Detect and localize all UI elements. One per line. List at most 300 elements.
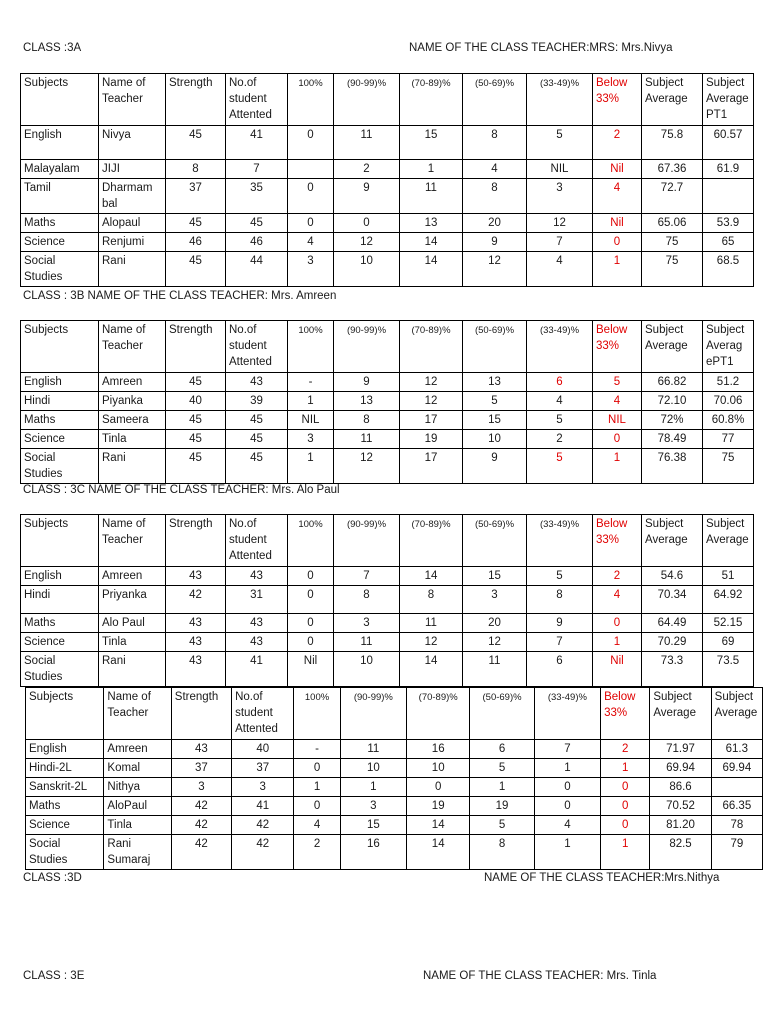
cell-below-33: 5 — [593, 373, 642, 392]
header-pct-100: 100% — [288, 74, 334, 126]
cell-pct-100: 0 — [288, 126, 334, 160]
class-3d-table — [25, 687, 763, 870]
cell-subject-average: 72.7 — [642, 179, 703, 214]
cell-pct-70-89: 14 — [407, 816, 470, 835]
cell-strength: 46 — [166, 233, 226, 252]
cell-pct-90-99: 3 — [334, 614, 400, 633]
cell-subjects: Tamil — [21, 179, 99, 214]
cell-subject-average: 72% — [642, 411, 703, 430]
cell-students-attended: 42 — [232, 816, 294, 835]
cell-pct-100: Nil — [288, 652, 334, 687]
cell-pct-70-89: 19 — [400, 430, 463, 449]
cell-teacher-name: Nithya — [104, 778, 171, 797]
table-row — [21, 586, 754, 614]
table-row — [26, 759, 763, 778]
cell-below-33: 1 — [601, 759, 650, 778]
cell-students-attended: 43 — [226, 633, 288, 652]
cell-pct-50-69: 13 — [463, 373, 527, 392]
header-students-attended: No.of student Attented — [226, 515, 288, 567]
cell-pct-90-99: 15 — [340, 816, 406, 835]
cell-subject-average: 72.10 — [642, 392, 703, 411]
cell-students-attended: 41 — [226, 126, 288, 160]
cell-students-attended: 3 — [232, 778, 294, 797]
cell-below-33: 0 — [593, 233, 642, 252]
header-students-attended: No.of student Attented — [232, 688, 294, 740]
cell-pct-70-89: 14 — [400, 567, 463, 586]
cell-teacher-name: Alo Paul — [99, 614, 166, 633]
header-pct-50-69: (50-69)% — [463, 74, 527, 126]
cell-strength: 45 — [166, 126, 226, 160]
cell-pct-90-99: 10 — [334, 252, 400, 287]
cell-subject-average: 71.97 — [650, 740, 711, 759]
cell-subject-average: 81.20 — [650, 816, 711, 835]
cell-pct-70-89: 14 — [400, 233, 463, 252]
cell-subject-average-pt1: 77 — [703, 430, 754, 449]
cell-below-33: 2 — [593, 126, 642, 160]
header-strength: Strength — [171, 688, 231, 740]
cell-below-33: 1 — [601, 835, 650, 870]
cell-subjects: Science — [21, 633, 99, 652]
cell-pct-50-69: 10 — [463, 430, 527, 449]
header-pct-100: 100% — [288, 515, 334, 567]
table-row — [21, 430, 754, 449]
cell-pct-33-49: 5 — [527, 126, 593, 160]
cell-pct-33-49: 7 — [534, 740, 600, 759]
header-strength: Strength — [166, 321, 226, 373]
cell-pct-70-89: 12 — [400, 392, 463, 411]
cell-teacher-name: Tinla — [99, 633, 166, 652]
header-pct-50-69: (50-69)% — [463, 321, 527, 373]
cell-subject-average: 70.52 — [650, 797, 711, 816]
header-subject-average-pt1: Subject Average PT1 — [703, 74, 754, 126]
cell-subject-average: 67.36 — [642, 160, 703, 179]
table-header-row — [21, 74, 754, 126]
cell-pct-50-69: 11 — [463, 652, 527, 687]
cell-students-attended: 42 — [232, 835, 294, 870]
cell-pct-100: - — [294, 740, 340, 759]
cell-subjects: English — [21, 126, 99, 160]
cell-strength: 42 — [171, 835, 231, 870]
cell-subject-average-pt1: 60.57 — [703, 126, 754, 160]
cell-subject-average-pt1: 78 — [711, 816, 762, 835]
table-row — [21, 567, 754, 586]
table-row — [26, 816, 763, 835]
cell-pct-90-99: 8 — [334, 586, 400, 614]
cell-strength: 37 — [166, 179, 226, 214]
cell-pct-33-49: 4 — [534, 816, 600, 835]
cell-pct-33-49: 7 — [527, 633, 593, 652]
cell-below-33: 4 — [593, 392, 642, 411]
cell-subject-average-pt1 — [703, 179, 754, 214]
header-pct-50-69: (50-69)% — [463, 515, 527, 567]
cell-subjects: Maths — [21, 614, 99, 633]
cell-subject-average-pt1: 73.5 — [703, 652, 754, 687]
cell-pct-100: 0 — [288, 586, 334, 614]
cell-students-attended: 45 — [226, 449, 288, 484]
cell-students-attended: 43 — [226, 614, 288, 633]
header-subject-average-pt1: Subject Average — [703, 515, 754, 567]
cell-subjects: Science — [21, 430, 99, 449]
cell-below-33: 4 — [593, 586, 642, 614]
cell-pct-90-99: 12 — [334, 449, 400, 484]
cell-students-attended: 43 — [226, 373, 288, 392]
cell-pct-100: 2 — [294, 835, 340, 870]
cell-strength: 37 — [171, 759, 231, 778]
cell-strength: 42 — [166, 586, 226, 614]
cell-strength: 43 — [166, 652, 226, 687]
cell-pct-33-49: 6 — [527, 373, 593, 392]
cell-pct-70-89: 17 — [400, 449, 463, 484]
cell-pct-33-49: 1 — [534, 759, 600, 778]
cell-subject-average: 70.34 — [642, 586, 703, 614]
cell-students-attended: 41 — [226, 652, 288, 687]
cell-subject-average-pt1: 79 — [711, 835, 762, 870]
cell-subjects: Hindi — [21, 586, 99, 614]
cell-pct-50-69: 12 — [463, 633, 527, 652]
cell-teacher-name: Komal — [104, 759, 171, 778]
cell-subjects: English — [21, 373, 99, 392]
class-3e-label: CLASS : 3E — [23, 970, 85, 982]
cell-pct-33-49: 12 — [527, 214, 593, 233]
cell-pct-50-69: 8 — [470, 835, 534, 870]
cell-pct-33-49: 4 — [527, 392, 593, 411]
cell-pct-100: 4 — [288, 233, 334, 252]
cell-subject-average-pt1: 60.8% — [703, 411, 754, 430]
cell-pct-50-69: 20 — [463, 614, 527, 633]
header-subject-average: Subject Average — [642, 515, 703, 567]
cell-pct-100: 4 — [294, 816, 340, 835]
cell-pct-70-89: 8 — [400, 586, 463, 614]
header-pct-33-49: (33-49)% — [534, 688, 600, 740]
cell-subject-average-pt1: 51.2 — [703, 373, 754, 392]
header-pct-70-89: (70-89)% — [400, 74, 463, 126]
cell-subjects: English — [21, 567, 99, 586]
cell-pct-90-99: 7 — [334, 567, 400, 586]
cell-teacher-name: Alopaul — [99, 214, 166, 233]
cell-pct-70-89: 14 — [407, 835, 470, 870]
cell-subject-average-pt1: 53.9 — [703, 214, 754, 233]
header-students-attended: No.of student Attented — [226, 321, 288, 373]
cell-teacher-name: AloPaul — [104, 797, 171, 816]
cell-strength: 8 — [166, 160, 226, 179]
cell-strength: 45 — [166, 449, 226, 484]
header-teacher-name: Name of Teacher — [99, 74, 166, 126]
cell-pct-90-99: 10 — [334, 652, 400, 687]
cell-pct-70-89: 10 — [407, 759, 470, 778]
table-row — [21, 633, 754, 652]
class-3b-table — [20, 320, 754, 484]
cell-pct-50-69: 5 — [470, 816, 534, 835]
cell-subject-average: 76.38 — [642, 449, 703, 484]
cell-strength: 43 — [166, 614, 226, 633]
header-pct-100: 100% — [288, 321, 334, 373]
cell-pct-50-69: 5 — [463, 392, 527, 411]
header-pct-33-49: (33-49)% — [527, 321, 593, 373]
cell-pct-70-89: 0 — [407, 778, 470, 797]
cell-strength: 43 — [171, 740, 231, 759]
cell-subject-average-pt1: 52.15 — [703, 614, 754, 633]
cell-pct-50-69: 4 — [463, 160, 527, 179]
cell-pct-90-99: 3 — [340, 797, 406, 816]
table-row — [21, 614, 754, 633]
cell-pct-70-89: 19 — [407, 797, 470, 816]
cell-below-33: 1 — [593, 252, 642, 287]
cell-pct-33-49: NIL — [527, 160, 593, 179]
cell-below-33: 1 — [593, 633, 642, 652]
cell-below-33: 0 — [593, 430, 642, 449]
header-pct-33-49: (33-49)% — [527, 515, 593, 567]
cell-teacher-name: JIJI — [99, 160, 166, 179]
cell-students-attended: 40 — [232, 740, 294, 759]
cell-pct-90-99: 1 — [340, 778, 406, 797]
cell-pct-100: 0 — [288, 214, 334, 233]
cell-below-33: 2 — [593, 567, 642, 586]
cell-students-attended: 41 — [232, 797, 294, 816]
class-3d-teacher: NAME OF THE CLASS TEACHER:Mrs.Nithya — [484, 872, 720, 884]
cell-pct-100: 0 — [288, 633, 334, 652]
table-row — [21, 392, 754, 411]
cell-strength: 42 — [171, 816, 231, 835]
cell-teacher-name: Amreen — [104, 740, 171, 759]
cell-pct-100: NIL — [288, 411, 334, 430]
table-row — [21, 179, 754, 214]
table-header-row — [21, 515, 754, 567]
cell-below-33: 4 — [593, 179, 642, 214]
cell-pct-33-49: 6 — [527, 652, 593, 687]
cell-strength: 45 — [166, 411, 226, 430]
cell-pct-70-89: 12 — [400, 373, 463, 392]
cell-strength: 45 — [166, 373, 226, 392]
header-subjects: Subjects — [21, 515, 99, 567]
cell-pct-100: 1 — [288, 392, 334, 411]
table-row — [26, 835, 763, 870]
cell-students-attended: 43 — [226, 567, 288, 586]
cell-students-attended: 45 — [226, 214, 288, 233]
cell-pct-100: 1 — [288, 449, 334, 484]
cell-pct-50-69: 6 — [470, 740, 534, 759]
cell-pct-50-69: 8 — [463, 179, 527, 214]
header-pct-33-49: (33-49)% — [527, 74, 593, 126]
cell-pct-100 — [288, 160, 334, 179]
cell-students-attended: 44 — [226, 252, 288, 287]
cell-below-33: 0 — [601, 797, 650, 816]
cell-strength: 43 — [166, 567, 226, 586]
class-3e-teacher: NAME OF THE CLASS TEACHER: Mrs. Tinla — [423, 970, 657, 982]
cell-strength: 45 — [166, 252, 226, 287]
header-below-33: Below 33% — [593, 321, 642, 373]
cell-strength: 45 — [166, 214, 226, 233]
cell-pct-70-89: 11 — [400, 179, 463, 214]
cell-pct-90-99: 0 — [334, 214, 400, 233]
cell-subject-average-pt1: 69 — [703, 633, 754, 652]
cell-subject-average: 75.8 — [642, 126, 703, 160]
cell-subject-average-pt1: 66.35 — [711, 797, 762, 816]
table-row — [21, 449, 754, 484]
cell-pct-70-89: 1 — [400, 160, 463, 179]
cell-subject-average: 86.6 — [650, 778, 711, 797]
table-row — [21, 252, 754, 287]
cell-pct-50-69: 1 — [470, 778, 534, 797]
cell-students-attended: 35 — [226, 179, 288, 214]
cell-below-33: Nil — [593, 214, 642, 233]
header-strength: Strength — [166, 515, 226, 567]
cell-pct-90-99: 8 — [334, 411, 400, 430]
cell-subject-average: 64.49 — [642, 614, 703, 633]
header-pct-70-89: (70-89)% — [407, 688, 470, 740]
cell-pct-70-89: 16 — [407, 740, 470, 759]
table-row — [26, 778, 763, 797]
cell-subject-average-pt1: 51 — [703, 567, 754, 586]
header-subjects: Subjects — [21, 74, 99, 126]
cell-pct-100: - — [288, 373, 334, 392]
class-3d-label: CLASS :3D — [23, 872, 82, 884]
header-pct-90-99: (90-99)% — [334, 515, 400, 567]
cell-subject-average-pt1: 70.06 — [703, 392, 754, 411]
cell-students-attended: 45 — [226, 411, 288, 430]
table-row — [21, 126, 754, 160]
cell-subject-average: 54.6 — [642, 567, 703, 586]
header-pct-100: 100% — [294, 688, 340, 740]
cell-below-33: 0 — [593, 614, 642, 633]
cell-pct-70-89: 13 — [400, 214, 463, 233]
header-subject-average: Subject Average — [650, 688, 711, 740]
cell-subject-average: 69.94 — [650, 759, 711, 778]
cell-pct-90-99: 11 — [334, 126, 400, 160]
cell-subject-average: 78.49 — [642, 430, 703, 449]
cell-below-33: 2 — [601, 740, 650, 759]
cell-teacher-name: Tinla — [99, 430, 166, 449]
cell-subject-average-pt1: 75 — [703, 449, 754, 484]
table-row — [26, 797, 763, 816]
header-pct-90-99: (90-99)% — [334, 74, 400, 126]
cell-subjects: Maths — [26, 797, 104, 816]
header-pct-90-99: (90-99)% — [340, 688, 406, 740]
cell-students-attended: 37 — [232, 759, 294, 778]
cell-strength: 45 — [166, 430, 226, 449]
cell-pct-70-89: 11 — [400, 614, 463, 633]
cell-teacher-name: Rani — [99, 252, 166, 287]
cell-pct-33-49: 3 — [527, 179, 593, 214]
cell-subject-average-pt1 — [711, 778, 762, 797]
cell-pct-50-69: 8 — [463, 126, 527, 160]
cell-pct-100: 0 — [288, 179, 334, 214]
cell-pct-33-49: 9 — [527, 614, 593, 633]
cell-pct-33-49: 1 — [534, 835, 600, 870]
cell-subject-average-pt1: 64.92 — [703, 586, 754, 614]
cell-pct-33-49: 0 — [534, 778, 600, 797]
table-row — [21, 373, 754, 392]
cell-subject-average: 65.06 — [642, 214, 703, 233]
cell-below-33: 0 — [601, 778, 650, 797]
cell-pct-90-99: 13 — [334, 392, 400, 411]
cell-teacher-name: Renjumi — [99, 233, 166, 252]
cell-pct-50-69: 20 — [463, 214, 527, 233]
table-row — [21, 214, 754, 233]
cell-pct-50-69: 9 — [463, 449, 527, 484]
cell-subjects: Science — [26, 816, 104, 835]
cell-subjects: Hindi-2L — [26, 759, 104, 778]
cell-teacher-name: Nivya — [99, 126, 166, 160]
class-3a-table — [20, 73, 754, 287]
cell-pct-50-69: 15 — [463, 567, 527, 586]
cell-pct-100: 1 — [294, 778, 340, 797]
header-below-33: Below 33% — [601, 688, 650, 740]
cell-subject-average-pt1: 61.9 — [703, 160, 754, 179]
cell-pct-70-89: 14 — [400, 652, 463, 687]
cell-strength: 42 — [171, 797, 231, 816]
cell-pct-50-69: 5 — [470, 759, 534, 778]
cell-teacher-name: Sameera — [99, 411, 166, 430]
cell-pct-70-89: 15 — [400, 126, 463, 160]
cell-subject-average: 73.3 — [642, 652, 703, 687]
cell-below-33: NIL — [593, 411, 642, 430]
header-below-33: Below 33% — [593, 515, 642, 567]
class-3c-label: CLASS : 3C NAME OF THE CLASS TEACHER: Mrs. Alo Paul — [23, 484, 340, 496]
cell-subjects: Social Studies — [26, 835, 104, 870]
cell-pct-100: 0 — [294, 759, 340, 778]
class-3b-label: CLASS : 3B NAME OF THE CLASS TEACHER: Mrs. Amreen — [23, 290, 337, 302]
table-header-row — [26, 688, 763, 740]
cell-pct-90-99: 12 — [334, 233, 400, 252]
cell-subjects: Maths — [21, 214, 99, 233]
header-pct-70-89: (70-89)% — [400, 321, 463, 373]
cell-students-attended: 46 — [226, 233, 288, 252]
cell-subjects: English — [26, 740, 104, 759]
cell-students-attended: 31 — [226, 586, 288, 614]
cell-subjects: Science — [21, 233, 99, 252]
header-teacher-name: Name of Teacher — [99, 515, 166, 567]
cell-teacher-name: Piyanka — [99, 392, 166, 411]
header-students-attended: No.of student Attented — [226, 74, 288, 126]
cell-subjects: Malayalam — [21, 160, 99, 179]
class-3c-table — [20, 514, 754, 687]
cell-pct-50-69: 15 — [463, 411, 527, 430]
header-subject-average: Subject Average — [642, 321, 703, 373]
class-3a-teacher: NAME OF THE CLASS TEACHER:MRS: Mrs.Nivya — [409, 42, 673, 54]
cell-subjects: Social Studies — [21, 252, 99, 287]
cell-pct-50-69: 12 — [463, 252, 527, 287]
cell-pct-50-69: 3 — [463, 586, 527, 614]
table-row — [21, 160, 754, 179]
cell-teacher-name: Dharmam bal — [99, 179, 166, 214]
table-row — [26, 740, 763, 759]
cell-pct-33-49: 0 — [534, 797, 600, 816]
table-row — [21, 233, 754, 252]
cell-subjects: Hindi — [21, 392, 99, 411]
cell-pct-33-49: 4 — [527, 252, 593, 287]
cell-pct-100: 0 — [288, 567, 334, 586]
cell-strength: 43 — [166, 633, 226, 652]
cell-subject-average-pt1: 68.5 — [703, 252, 754, 287]
cell-subjects: Social Studies — [21, 652, 99, 687]
cell-teacher-name: Rani Sumaraj — [104, 835, 171, 870]
cell-subjects: Maths — [21, 411, 99, 430]
cell-pct-70-89: 17 — [400, 411, 463, 430]
cell-teacher-name: Amreen — [99, 373, 166, 392]
cell-pct-90-99: 2 — [334, 160, 400, 179]
cell-pct-50-69: 9 — [463, 233, 527, 252]
header-subject-average: Subject Average — [642, 74, 703, 126]
header-subject-average-pt1: Subject Averag ePT1 — [703, 321, 754, 373]
table-row — [21, 652, 754, 687]
cell-subject-average: 75 — [642, 252, 703, 287]
header-teacher-name: Name of Teacher — [99, 321, 166, 373]
cell-pct-100: 3 — [288, 252, 334, 287]
table-row — [21, 411, 754, 430]
cell-teacher-name: Tinla — [104, 816, 171, 835]
cell-teacher-name: Rani — [99, 449, 166, 484]
cell-pct-100: 0 — [288, 614, 334, 633]
